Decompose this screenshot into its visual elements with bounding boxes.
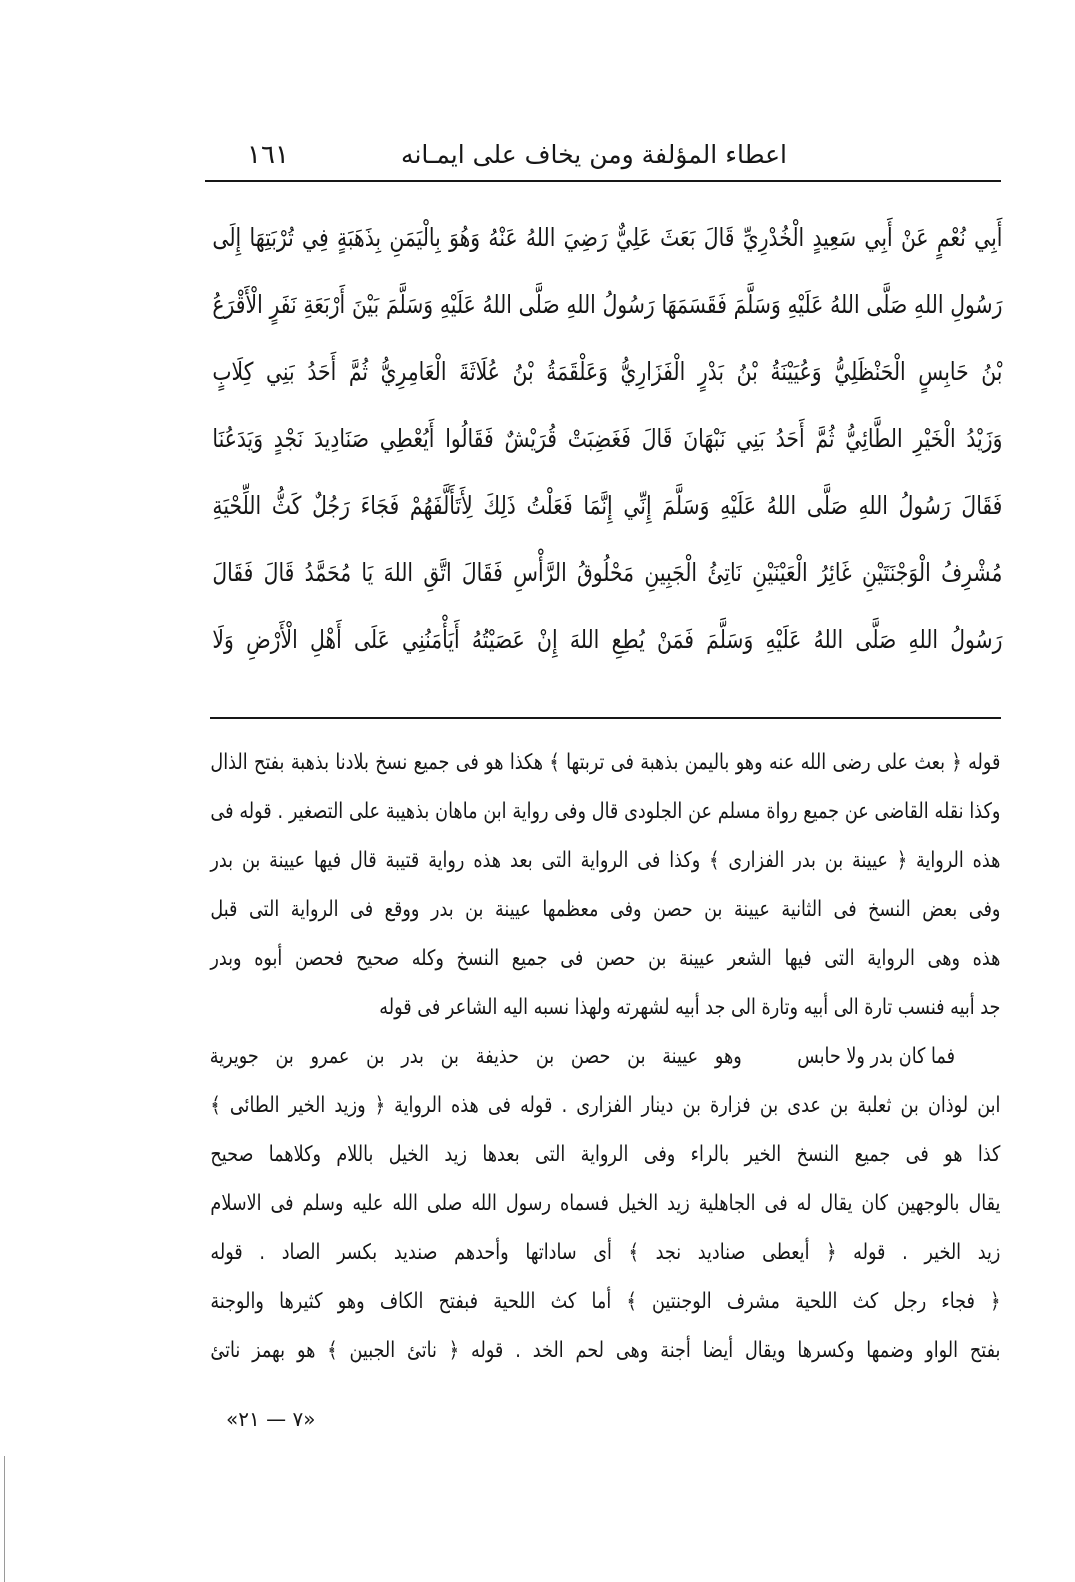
commentary-text (210, 738, 1000, 1375)
line-wrap (210, 1277, 1000, 1326)
hadith-line-text: فَقَالَ رَسُولُ اللهِ صَلَّى اللهُ عَلَيْهِ وَسَلَّمَ إِنِّي إِنَّمَا فَعَلْتُ ذَلِكَ لِأَتَأَلَّفَهُمْ فَجَاءَ رَجُلٌ كَثُّ اللِّحْيَةِ (212, 491, 1002, 520)
running-title-wrap (392, 134, 796, 176)
commentary-line (210, 1081, 1000, 1130)
line-wrap (210, 1228, 1000, 1277)
running-title-section (392, 134, 796, 176)
commentary-line-text: كذا هو فى جميع النسخ الخير بالراء وفى الرواية التى بعدها زيد الخيل باللام وكلاهما صحيح (210, 1142, 1000, 1167)
line-wrap (212, 405, 1002, 472)
line-wrap (210, 934, 1000, 983)
header-rule (205, 180, 1001, 182)
hadith-line (212, 204, 1002, 271)
hadith-line-text: مُشْرِفُ الْوَجْنَتَيْنِ غَائِرُ الْعَيْنَيْنِ نَاتِئُ الْجَبِينِ مَحْلُوقُ الرَّأْسِ فَقَالَ اتَّقِ اللهَ يَا مُحَمَّدُ قَالَ فَقَالَ (212, 558, 1002, 587)
line-wrap (212, 338, 1002, 405)
line-wrap (212, 606, 1002, 673)
commentary-line (210, 983, 1000, 1032)
commentary-line-text: قوله ﴿ بعث على رضى الله عنه وهو باليمن بذهبة فى تربتها ﴾ هكذا هو فى جميع نسخ بلادنا بذهبة بفتح الذال (210, 750, 1000, 775)
hadith-line-text: أَبِي نُعْمٍ عَنْ أَبِي سَعِيدٍ الْخُدْرِيِّ قَالَ بَعَثَ عَلِيٌّ رَضِيَ اللهُ عَنْهُ وَهُوَ بِالْيَمَنِ بِذَهَبَةٍ فِي تُرْبَتِهَا إِلَى (212, 223, 1002, 252)
page-number: ١٦١ (247, 140, 289, 170)
line-wrap (210, 836, 1000, 885)
verse-continuation-text: وهو عيينة بن حصن بن حذيفة بن بدر بن عمرو بن جويرية (210, 1044, 742, 1069)
hadith-line (212, 539, 1002, 606)
hadith-line (212, 271, 1002, 338)
commentary-line (210, 885, 1000, 934)
commentary-line-text: هذه الرواية ﴿ عيينة بن بدر الفزارى ﴾ وكذا فى الرواية التى بعد هذه رواية قتيبة قال فيها عيينة بن بدر (210, 848, 1000, 873)
commentary-line-text: وكذا نقله القاضى عن جميع رواة مسلم عن الجلودى قال وفى رواية ابن ماهان بذهيبة على التصغير . قوله فى (210, 799, 1000, 824)
commentary-line (210, 836, 1000, 885)
commentary-line-text: زيد الخير . قوله ﴿ أيعطى صناديد نجد ﴾ أى ساداتها وأحدهم صنديد بكسر الصاد . قوله (210, 1240, 1000, 1265)
line-wrap (210, 738, 1000, 787)
commentary-line-text: بفتح الواو وضمها وكسرها ويقال أيضا أجنة وهى لحم الخد . قوله ﴿ ناتئ الجبين ﴾ هو بهمز ناتئ (210, 1338, 1000, 1363)
verse-hemistich (750, 1032, 955, 1081)
commentary-line (210, 1326, 1000, 1375)
running-title-text: اعطاء المؤلفة ومن يخاف على ايمـانه (401, 140, 787, 169)
line-wrap (212, 271, 1002, 338)
hadith-text (212, 204, 1002, 673)
hadith-line-text: رَسُولُ اللهِ صَلَّى اللهُ عَلَيْهِ وَسَلَّمَ فَمَنْ يُطِعِ اللهَ إِنْ عَصَيْتُهُ أَيَأْمَنُنِي عَلَى أَهْلِ الْأَرْضِ وَلَا (212, 625, 1002, 654)
line-wrap (210, 1081, 1000, 1130)
verse-hemistich-text: فما كان بدر ولا حابس (797, 1044, 955, 1069)
commentary-line (210, 1130, 1000, 1179)
commentary-line (210, 1277, 1000, 1326)
commentary-rule (210, 717, 1001, 719)
commentary-line (210, 934, 1000, 983)
line-wrap (210, 1326, 1000, 1375)
commentary-line (210, 1228, 1000, 1277)
verse-line (210, 1032, 1000, 1081)
commentary-line-text: وفى بعض النسخ فى الثانية عيينة بن حصن وفى معظمها عيينة بن بدر ووقع فى الرواية التى قبل (210, 897, 1000, 922)
hadith-line-text: بْنُ حَابِسٍ الْحَنْظَلِيُّ وَعُيَيْنَةُ بْنُ بَدْرٍ الْفَزَارِيُّ وَعَلْقَمَةُ بْنُ عُلَاثَةَ الْعَامِرِيُّ ثُمَّ أَحَدُ بَنِي كِلَابٍ (212, 357, 1002, 386)
verse-continuation (210, 1032, 742, 1081)
line-wrap (210, 1130, 1000, 1179)
signature-mark: «٧ — ٢١» (226, 1407, 316, 1431)
hadith-line-text: وَزَيْدُ الْخَيْرِ الطَّائِيُّ ثُمَّ أَحَدُ بَنِي نَبْهَانَ قَالَ فَغَضِبَتْ قُرَيْشٌ فَقَالُوا أَيُعْطِي صَنَادِيدَ نَجْدٍ وَيَدَعُنَا (212, 424, 1002, 453)
commentary-line-text: ﴿ فجاء رجل كث اللحية مشرف الوجنتين ﴾ أما كث اللحية فبفتح الكاف وهو كثيرها والوجنة (210, 1289, 1000, 1314)
hadith-line (212, 338, 1002, 405)
line-wrap (210, 885, 1000, 934)
hadith-line (212, 472, 1002, 539)
line-wrap (750, 1032, 955, 1081)
commentary-line-text: هذه وهى الرواية التى فيها الشعر عيينة بن حصن فى جميع النسخ وكله صحيح فحصن أبوه وبدر (210, 946, 1000, 971)
hadith-line-text: رَسُولِ اللهِ صَلَّى اللهُ عَلَيْهِ وَسَلَّمَ فَقَسَمَهَا رَسُولُ اللهِ صَلَّى اللهُ عَلَيْهِ وَسَلَّمَ بَيْنَ أَرْبَعَةِ نَفَرٍ الْأَقْرَعُ (212, 290, 1002, 319)
commentary-line-text: جد أبيه فنسب تارة الى أبيه وتارة الى جد أبيه لشهرته ولهذا نسبه اليه الشاعر فى قوله (378, 995, 1001, 1020)
scan-edge-mark (4, 1456, 5, 1582)
commentary-line (210, 1179, 1000, 1228)
line-wrap (212, 204, 1002, 271)
line-wrap (210, 1179, 1000, 1228)
commentary-line-text: يقال بالوجهين كان يقال له فى الجاهلية زيد الخيل فسماه رسول الله صلى الله عليه وسلم فى الاسلام (210, 1191, 1000, 1216)
hadith-line (212, 405, 1002, 472)
line-wrap (212, 472, 1002, 539)
commentary-line (210, 787, 1000, 836)
commentary-line (210, 738, 1000, 787)
hadith-line (212, 606, 1002, 673)
line-wrap (210, 983, 1000, 1032)
line-wrap (210, 787, 1000, 836)
line-wrap (210, 1032, 742, 1081)
commentary-line-text: ابن لوذان بن ثعلبة بن عدى بن فزارة بن دينار الفزارى . قوله فى هذه الرواية ﴿ وزيد الخير الطائى ﴾ (210, 1093, 1000, 1118)
running-title (392, 134, 796, 176)
line-wrap (212, 539, 1002, 606)
